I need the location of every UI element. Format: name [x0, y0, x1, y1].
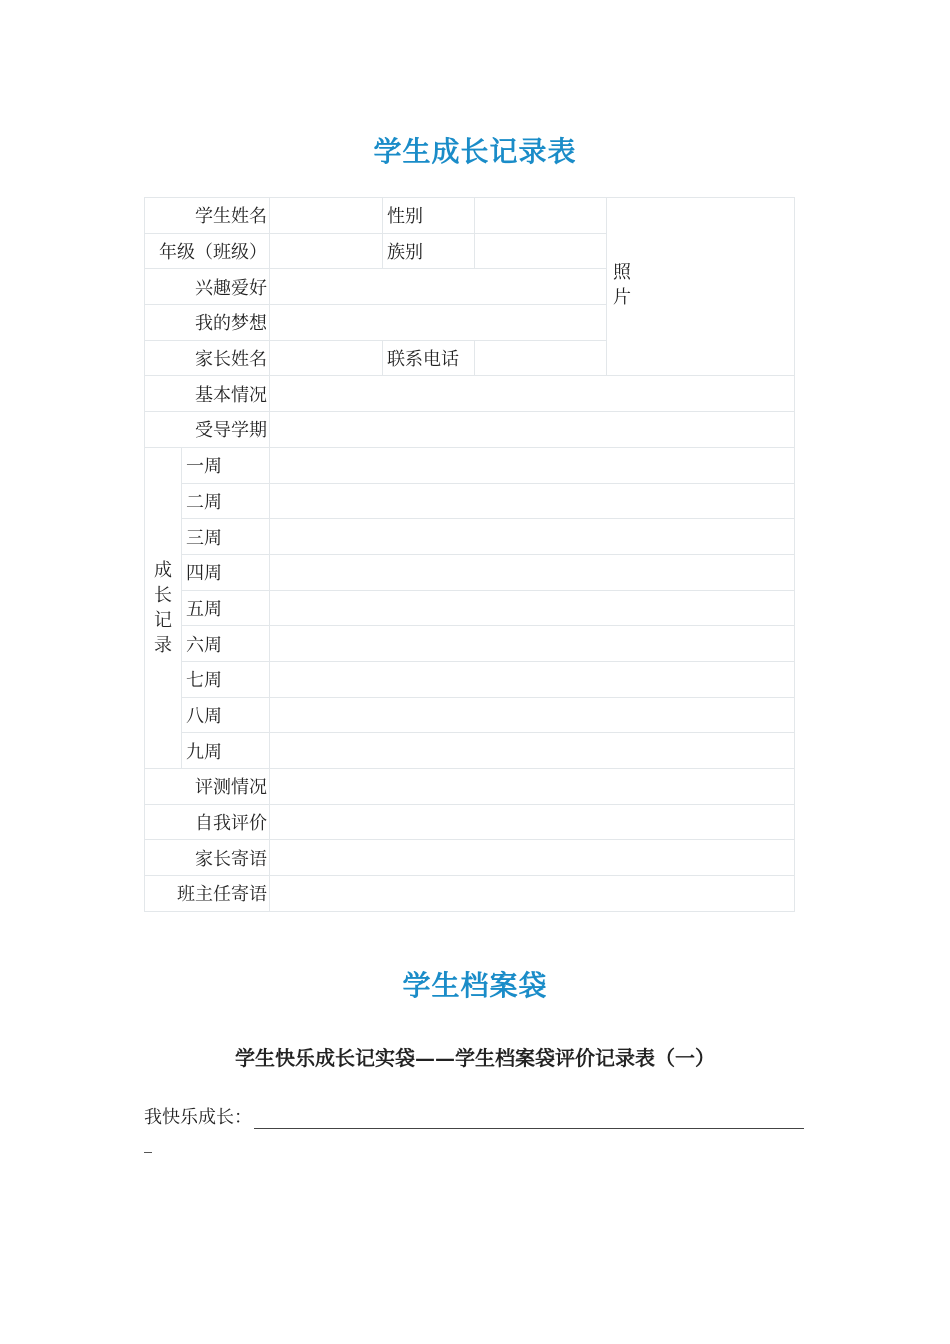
week-1-label: 一周 [182, 447, 270, 483]
parent-message-field[interactable] [270, 840, 795, 876]
line-continuation [144, 1140, 152, 1153]
growth-record-table [144, 197, 795, 912]
table-row [145, 483, 795, 519]
table-row [145, 590, 795, 626]
parent-message-label: 家长寄语 [145, 840, 270, 876]
student-name-label: 学生姓名 [145, 198, 270, 234]
hobbies-field[interactable] [270, 269, 607, 305]
week-8-label: 八周 [182, 697, 270, 733]
happy-growth-label: 我快乐成长： [144, 1107, 252, 1128]
table-row [145, 554, 795, 590]
week-7-field[interactable] [270, 661, 795, 697]
week-6-field[interactable] [270, 626, 795, 662]
my-dream-field[interactable] [270, 305, 607, 341]
ethnicity-field[interactable] [475, 233, 607, 269]
week-1-field[interactable] [270, 447, 795, 483]
table-row [145, 376, 795, 412]
week-9-field[interactable] [270, 733, 795, 769]
photo-cell[interactable] [607, 198, 795, 376]
week-2-field[interactable] [270, 483, 795, 519]
portfolio-subtitle: 学生快乐成长记实袋——学生档案袋评价记录表（一） [235, 1046, 715, 1070]
week-3-field[interactable] [270, 519, 795, 555]
table-row [145, 697, 795, 733]
teacher-message-label: 班主任寄语 [145, 876, 270, 912]
week-3-label: 三周 [182, 519, 270, 555]
table-row [145, 661, 795, 697]
table-row [145, 804, 795, 840]
parent-name-label: 家长姓名 [145, 340, 270, 376]
self-evaluation-label: 自我评价 [145, 804, 270, 840]
table-row [145, 769, 795, 805]
table-row [145, 198, 795, 234]
hobbies-label: 兴趣爱好 [145, 269, 270, 305]
week-9-label: 九周 [182, 733, 270, 769]
table-row [145, 447, 795, 483]
evaluation-field[interactable] [270, 769, 795, 805]
my-dream-label: 我的梦想 [145, 305, 270, 341]
table-row [145, 733, 795, 769]
basic-info-field[interactable] [270, 376, 795, 412]
page-title: 学生成长记录表 [373, 135, 577, 168]
week-4-field[interactable] [270, 554, 795, 590]
table-row [145, 519, 795, 555]
ethnicity-label: 族别 [383, 233, 475, 269]
week-2-label: 二周 [182, 483, 270, 519]
basic-info-label: 基本情况 [145, 376, 270, 412]
contact-phone-label: 联系电话 [383, 340, 475, 376]
teacher-message-field[interactable] [270, 876, 795, 912]
table-row [145, 626, 795, 662]
happy-growth-input-line[interactable] [254, 1108, 804, 1129]
student-name-field[interactable] [270, 198, 383, 234]
parent-name-field[interactable] [270, 340, 383, 376]
table-row [145, 840, 795, 876]
table-row [145, 412, 795, 448]
grade-class-label: 年级（班级） [145, 233, 270, 269]
gender-field[interactable] [475, 198, 607, 234]
gender-label: 性别 [383, 198, 475, 234]
self-evaluation-field[interactable] [270, 804, 795, 840]
week-5-field[interactable] [270, 590, 795, 626]
guided-term-field[interactable] [270, 412, 795, 448]
week-6-label: 六周 [182, 626, 270, 662]
photo-label: 照片 [613, 262, 631, 308]
growth-record-label: 成长记录 [154, 559, 172, 656]
portfolio-title: 学生档案袋 [402, 969, 548, 1002]
grade-class-field[interactable] [270, 233, 383, 269]
happy-growth-line [144, 1103, 804, 1129]
week-7-label: 七周 [182, 661, 270, 697]
guided-term-label: 受导学期 [145, 412, 270, 448]
growth-record-label-cell [145, 447, 182, 768]
contact-phone-field[interactable] [475, 340, 607, 376]
week-5-label: 五周 [182, 590, 270, 626]
evaluation-label: 评测情况 [145, 769, 270, 805]
week-8-field[interactable] [270, 697, 795, 733]
week-4-label: 四周 [182, 554, 270, 590]
table-row [145, 876, 795, 912]
